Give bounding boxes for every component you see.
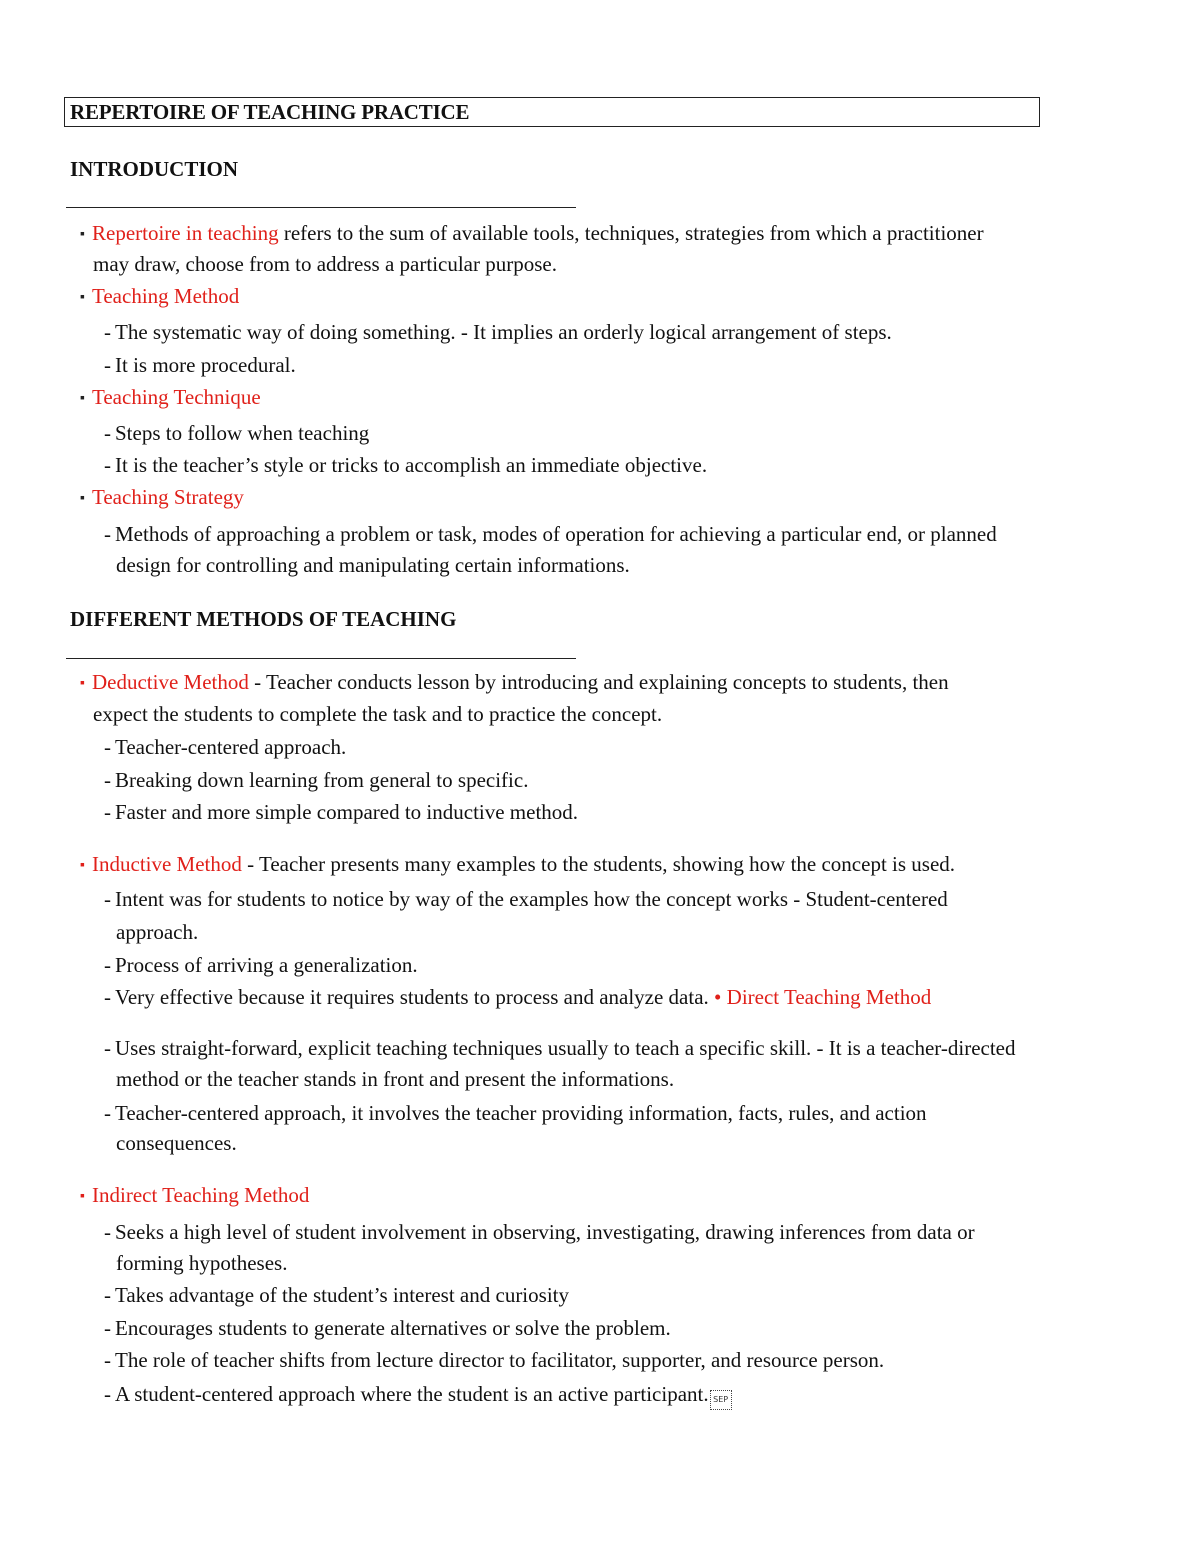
bullet-icon: ▪ — [80, 227, 85, 242]
direct-detail-2: - Teacher-centered approach, it involves the teacher providing information, facts, rules, and action — [104, 1101, 927, 1125]
intro-heading-rule — [66, 207, 576, 208]
term-deductive-method: Deductive Method — [92, 670, 249, 694]
deductive-detail-2: - Breaking down learning from general to specific. — [104, 768, 529, 792]
separator-mark-icon: SEP — [710, 1390, 732, 1410]
repertoire-definition: refers to the sum of available tools, techniques, strategies from which a practitioner — [278, 221, 984, 245]
inductive-detail-1-cont: approach. — [116, 920, 199, 944]
deductive-detail-3: - Faster and more simple compared to inductive method. — [104, 800, 579, 824]
bullet-icon: ▪ — [80, 676, 85, 691]
term-direct-teaching-method: • Direct Teaching Method — [714, 985, 932, 1009]
intro-strategy-item — [80, 484, 244, 512]
deductive-definition-cont: expect the students to complete the task and to practice the concept. — [93, 702, 663, 726]
deductive-detail-1: - Teacher-centered approach. — [104, 735, 347, 759]
direct-detail-2-cont: consequences. — [116, 1131, 237, 1155]
technique-detail-2: - It is the teacher’s style or tricks to accomplish an immediate objective. — [104, 453, 708, 477]
direct-detail-1-cont: method or the teacher stands in front and present the informations. — [116, 1067, 675, 1091]
document-title: REPERTOIRE OF TEACHING PRACTICE — [70, 100, 470, 124]
indirect-detail-5: - A student-centered approach where the student is an active participant. SEP — [104, 1381, 732, 1410]
title-box — [64, 97, 1040, 127]
indirect-detail-4: - The role of teacher shifts from lecture director to facilitator, supporter, and resource person. — [104, 1348, 885, 1372]
intro-method-item — [80, 283, 239, 311]
bullet-icon: ▪ — [80, 391, 85, 406]
intro-repertoire-item — [80, 220, 984, 248]
direct-detail-1: - Uses straight-forward, explicit teaching techniques usually to teach a specific skill. - It is a teacher-directed — [104, 1036, 1016, 1060]
strategy-detail-1-cont: design for controlling and manipulating certain informations. — [116, 553, 630, 577]
deductive-item — [80, 669, 949, 697]
bullet-icon: ▪ — [80, 491, 85, 506]
method-detail-1: - The systematic way of doing something. - It implies an orderly logical arrangement of steps. — [104, 320, 892, 344]
inductive-detail-2: - Process of arriving a generalization. — [104, 953, 418, 977]
deductive-definition: - Teacher conducts lesson by introducing and explaining concepts to students, then — [248, 670, 949, 694]
technique-detail-1: - Steps to follow when teaching — [104, 421, 370, 445]
bullet-icon: ▪ — [80, 1189, 85, 1204]
indirect-item — [80, 1182, 309, 1210]
bullet-icon: ▪ — [80, 858, 85, 873]
bullet-icon: ▪ — [80, 290, 85, 305]
indirect-detail-2: - Takes advantage of the student’s interest and curiosity — [104, 1283, 569, 1307]
inductive-detail-3: - Very effective because it requires students to process and analyze data. • Direct Teaching Method — [104, 985, 932, 1009]
inductive-item — [80, 851, 955, 879]
term-repertoire: Repertoire in teaching — [92, 221, 279, 245]
intro-heading: INTRODUCTION — [70, 157, 239, 181]
method-detail-2: - It is more procedural. — [104, 353, 296, 377]
repertoire-definition-cont: may draw, choose from to address a particular purpose. — [93, 252, 557, 276]
term-teaching-technique: Teaching Technique — [92, 385, 261, 409]
term-inductive-method: Inductive Method — [92, 852, 242, 876]
inductive-detail-1: - Intent was for students to notice by way of the examples how the concept works - Student-centered — [104, 887, 948, 911]
indirect-detail-1: - Seeks a high level of student involvement in observing, investigating, drawing inferences from data or — [104, 1220, 975, 1244]
indirect-detail-3: - Encourages students to generate alternatives or solve the problem. — [104, 1316, 671, 1340]
methods-heading-rule — [66, 658, 576, 659]
methods-heading: DIFFERENT METHODS OF TEACHING — [70, 607, 457, 631]
term-indirect-teaching-method: Indirect Teaching Method — [92, 1183, 310, 1207]
term-teaching-method: Teaching Method — [92, 284, 240, 308]
inductive-definition: - Teacher presents many examples to the students, showing how the concept is used. — [241, 852, 956, 876]
intro-technique-item — [80, 384, 261, 412]
indirect-detail-1-cont: forming hypotheses. — [116, 1251, 288, 1275]
strategy-detail-1: - Methods of approaching a problem or task, modes of operation for achieving a particular end, or planned — [104, 522, 997, 546]
term-teaching-strategy: Teaching Strategy — [92, 485, 244, 509]
